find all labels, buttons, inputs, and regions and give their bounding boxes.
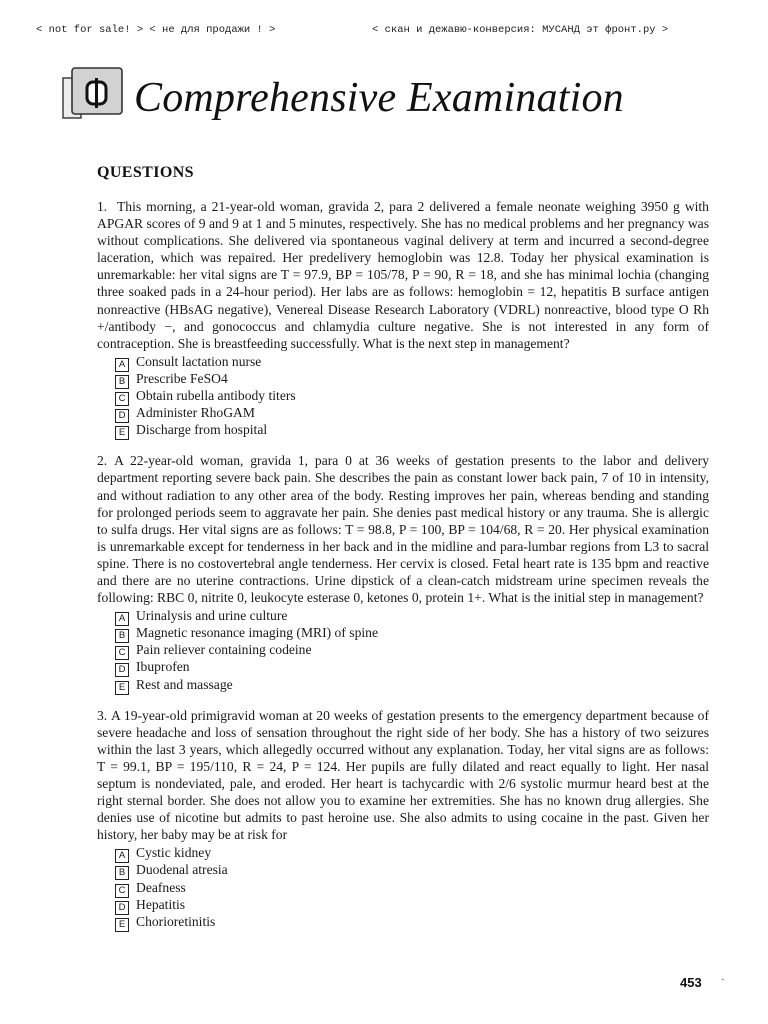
option-letter: A <box>115 358 129 372</box>
option-text: Duodenal atresia <box>136 862 228 878</box>
option-letter: B <box>115 629 129 643</box>
answer-option-b[interactable] <box>115 370 709 387</box>
option-text: Hepatitis <box>136 896 186 912</box>
answer-option-a[interactable] <box>115 353 709 370</box>
option-text: Obtain rubella antibody titers <box>136 388 296 404</box>
option-letter: A <box>115 849 129 863</box>
option-letter: C <box>115 392 129 406</box>
option-letter: B <box>115 375 129 389</box>
answer-option-d[interactable] <box>115 404 709 421</box>
answer-option-c[interactable] <box>115 641 709 658</box>
question-text: A 22-year-old woman, gravida 1, para 0 at 36 weeks of gestation presents to the labor and delivery department reporting severe back pain. She describes the pain as constant lower back pain, 7 of 10 in intensity, and without radiation to any other area of the body. Resting improves her pain, whereas bending and standing for prolonged periods seem to aggravate her pain. She denies past medical history or any trauma. She is allergic to sulfa drugs. Her vital signs are as follows: T = 98.8, P = 100, BP = 104/68, R = 20. Her physical examination is unremarkable except for tenderness in her back and in the midline and para-lumbar regions from L3 to sacral spine. There is no costovertebral angle tenderness. Her cervix is closed. Fetal heart rate is 135 bpm and reactive and there are no uterine contractions. Urine dipstick of a clean-catch midstream urine specimen reveals the following: RBC 0, nitrite 0, leukocyte esterase 0, ketones 0, protein 1+. What is the initial step in management? <box>97 453 709 606</box>
section-heading: QUESTIONS <box>97 164 194 181</box>
option-text: Consult lactation nurse <box>136 353 262 369</box>
answer-option-d[interactable] <box>115 658 709 675</box>
answer-options <box>115 844 709 929</box>
option-text: Cystic kidney <box>136 845 212 861</box>
answer-option-e[interactable] <box>115 421 709 438</box>
option-text: Urinalysis and urine culture <box>136 608 288 624</box>
question-list <box>97 198 709 930</box>
answer-option-e[interactable] <box>115 913 709 930</box>
question-1 <box>97 198 709 438</box>
question-number: 2. <box>97 453 108 469</box>
option-text: Deafness <box>136 879 186 895</box>
page-mark: · <box>721 974 725 986</box>
option-letter: E <box>115 918 129 932</box>
option-letter: B <box>115 866 129 880</box>
option-text: Prescribe FeSO4 <box>136 370 228 386</box>
option-letter: D <box>115 663 129 677</box>
question-number: 3. <box>97 707 108 723</box>
option-letter: D <box>115 901 129 915</box>
answer-option-b[interactable] <box>115 624 709 641</box>
question-stem <box>97 707 709 844</box>
answer-option-c[interactable] <box>115 879 709 896</box>
page-number: 453 <box>680 975 702 990</box>
question-3 <box>97 707 709 930</box>
option-text: Chorioretinitis <box>136 913 216 929</box>
answer-option-e[interactable] <box>115 676 709 693</box>
question-2 <box>97 452 709 692</box>
answer-option-a[interactable] <box>115 607 709 624</box>
scan-notice-right: < скан и дежавю-конверсия: МУСАНД эт фронт.ру > <box>372 24 669 36</box>
option-text: Discharge from hospital <box>136 422 268 438</box>
option-text: Rest and massage <box>136 676 233 692</box>
option-letter: E <box>115 681 129 695</box>
option-letter: C <box>115 646 129 660</box>
option-letter: D <box>115 409 129 423</box>
answer-options <box>115 607 709 692</box>
chapter-bracket-icon <box>62 64 128 126</box>
answer-option-d[interactable] <box>115 896 709 913</box>
question-text: A 19-year-old primigravid woman at 20 weeks of gestation presents to the emergency department because of severe headache and loss of sensation throughout the right side of her body. She has a history of two seizures within the last 3 years, which allegedly occurred without any explanation. Today, her vital signs are as follows: T = 99.1, BP = 195/110, R = 24, P = 124. Her pupils are fully dilated and react equally to light. Her nasal septum is nondeviated, pale, and eroded. Her heart is tachycardic with 2/6 systolic murmur heard best at the right sternal border. She does not allow you to examine her extremities. She has no known drug allergies. She denies use of nicotine but admits to past heroine use. She also admits to using cocaine in the past. Given her history, her baby may be at risk for <box>97 707 710 843</box>
scan-notice-left: < not for sale! > < не для продажи ! > <box>36 24 276 36</box>
answer-option-a[interactable] <box>115 844 709 861</box>
option-letter: C <box>115 884 129 898</box>
chapter-title: Comprehensive Examination <box>134 75 624 121</box>
answer-options <box>115 353 709 438</box>
option-text: Administer RhoGAM <box>136 405 255 421</box>
option-text: Magnetic resonance imaging (MRI) of spine <box>136 625 378 641</box>
question-stem <box>97 198 709 352</box>
option-text: Ibuprofen <box>136 659 190 675</box>
question-text: This morning, a 21-year-old woman, gravida 2, para 2 delivered a female neonate weighing 3950 g with APGAR scores of 9 and 9 at 1 and 5 minutes, respectively. She has no medical problems and her pregnancy was without complications. She delivered via spontaneous vaginal delivery at term and incurred a second-degree laceration, which was repaired. Her predelivery hemoglobin was 12.8. Today her physical examination is unremarkable: her vital signs are T = 97.9, BP = 105/78, P = 90, R = 18, and she has minimal lochia (changing three soaked pads in a 24-hour period). Her labs are as follows: hemoglobin = 12, hepatitis B surface antigen nonreactive (HBsAG negative), Venereal Disease Research Laboratory (VDRL) nonreactive, blood type O Rh +/antibody −, and gonococcus and chlamydia culture negative. She is not interested in any form of contraception. She is breastfeeding successfully. What is the next step in management? <box>97 199 709 351</box>
option-text: Pain reliever containing codeine <box>136 642 312 658</box>
question-stem <box>97 452 709 606</box>
answer-option-c[interactable] <box>115 387 709 404</box>
option-letter: A <box>115 612 129 626</box>
question-number: 1. <box>97 199 108 214</box>
option-letter: E <box>115 426 129 440</box>
answer-option-b[interactable] <box>115 861 709 878</box>
